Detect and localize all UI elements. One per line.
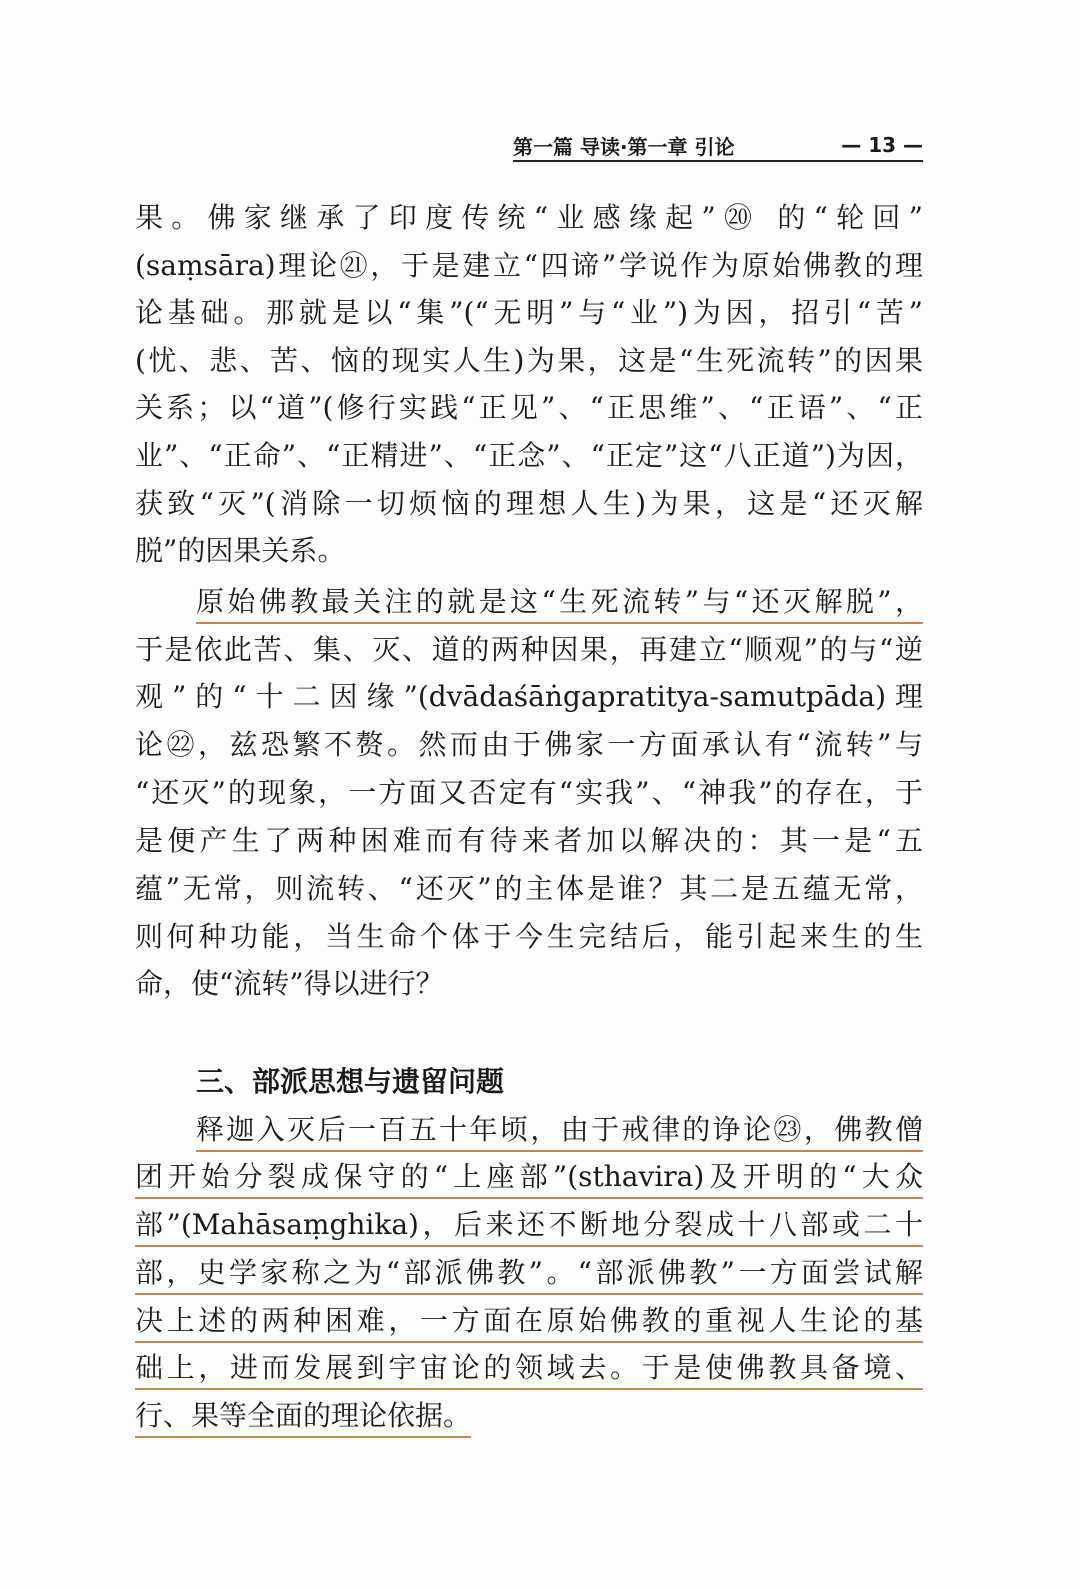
text-line: 决上述的两种困难，一方面在原始佛教的重视人生论的基 xyxy=(135,1301,923,1343)
text-line: 础上，进而发展到宇宙论的领域去。于是使佛教具备境、 xyxy=(135,1348,923,1390)
text-line: 则何种功能，当生命个体于今生完结后，能引起来生的生 xyxy=(135,920,923,953)
page-number: — 13 — xyxy=(841,133,923,157)
text-line: 是便产生了两种困难而有待来者加以解决的：其一是“五 xyxy=(135,824,923,857)
text-line: 于是依此苦、集、灭、道的两种因果，再建立“顺观”的与“逆 xyxy=(135,633,923,666)
running-header xyxy=(513,130,923,162)
text-line: 果。佛家继承了印度传统“业感缘起”⑳ 的“轮回” xyxy=(135,201,923,234)
text-line: 关系；以“道”(修行实践“正见”、“正思维”、“正语”、“正 xyxy=(135,391,923,424)
text-line: 获致“灭”(消除一切烦恼的理想人生)为果，这是“还灭解 xyxy=(135,487,923,520)
text-line: 蕴”无常，则流转、“还灭”的主体是谁？其二是五蕴无常， xyxy=(135,872,923,905)
text-line: 论㉒，兹恐繁不赘。然而由于佛家一方面承认有“流转”与 xyxy=(135,728,923,761)
text-line: 脱”的因果关系。 xyxy=(135,534,346,567)
text-line: 原始佛教最关注的就是这“生死流转”与“还灭解脱”， xyxy=(196,582,923,624)
text-line: 部”(Mahāsaṃghika)，后来还不断地分裂成十八部或二十 xyxy=(135,1205,923,1247)
text-line: 部，史学家称之为“部派佛教”。“部派佛教”一方面尝试解 xyxy=(135,1253,923,1295)
text-line: 命，使“流转”得以进行？ xyxy=(135,967,444,1000)
text-line: 论基础。那就是以“集”(“无明”与“业”)为因，招引“苦” xyxy=(135,296,923,329)
header-title: 第一篇 导读·第一章 引论 xyxy=(513,134,735,159)
text-line: (saṃsāra)理论㉑，于是建立“四谛”学说作为原始佛教的理 xyxy=(135,249,923,282)
text-line: 释迦入灭后一百五十年顷，由于戒律的诤论㉓，佛教僧 xyxy=(196,1110,923,1152)
text-line: 团开始分裂成保守的“上座部”(sthavira)及开明的“大众 xyxy=(135,1157,923,1199)
text-line: 观”的“十二因缘”(dvādaśāṅgapratitya-samutpāda)理 xyxy=(135,680,923,713)
text-line: 业”、“正命”、“正精进”、“正念”、“正定”这“八正道”)为因， xyxy=(135,439,923,472)
section-heading: 三、部派思想与遗留问题 xyxy=(196,1065,505,1098)
text-line: (忧、悲、苦、恼的现实人生)为果，这是“生死流转”的因果 xyxy=(135,344,923,377)
text-line: 行、果等全面的理论依据。 xyxy=(135,1396,471,1438)
text-line: “还灭”的现象，一方面又否定有“实我”、“神我”的存在，于 xyxy=(135,776,923,809)
